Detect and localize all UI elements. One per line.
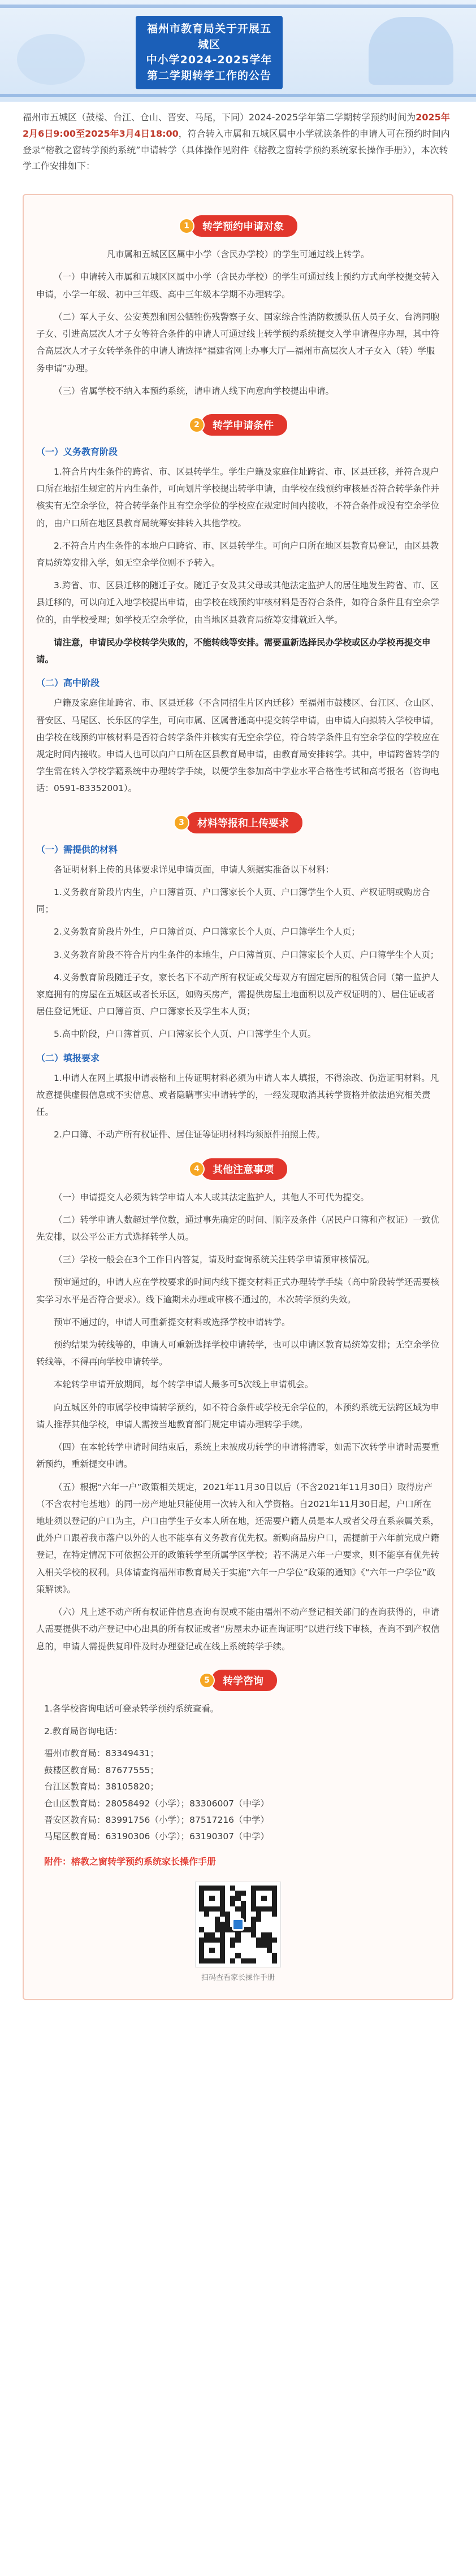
paragraph: 2.不符合片内生条件的本地户口跨省、市、区县转学生。可向户口所在地区县教育局登记，由区县教育局统筹安排入学，如无空余学位则不予转入。 bbox=[36, 540, 439, 568]
paragraph: 各证明材料上传的具体要求详见申请页面，申请人须据实准备以下材料： bbox=[54, 864, 335, 875]
title-line-3: 第二学期转学工作的公告 bbox=[146, 69, 271, 82]
list-item: 4.义务教育阶段随迁子女，家长名下不动产所有权证或父母双方有固定居所的租赁合同（第一监护人家庭拥有的房屋在五城区或者长乐区，如购买房产，需提供房屋土地面积以及产权证明的）、居住证或者居住登记凭证、户口簿首页、户口簿家长及学生本人页； bbox=[36, 972, 439, 1017]
section-number-badge: 5 bbox=[199, 1673, 215, 1688]
section-number-badge: 4 bbox=[189, 1161, 205, 1177]
sub-heading: （一）需提供的材料 bbox=[36, 844, 118, 855]
paragraph: （二）军人子女、公安英烈和因公牺牲伤残警察子女、国家综合性消防救援队伍人员子女、台湾同胞子女、引进高层次人才子女等符合条件的申请人可通过线上转学预约系统提交入学申请程序办理，其中符合高层次人才子女转学条件的申请人请选择“福建省网上办事大厅—福州市高层次人才子女入（转）学服务申请”办理。 bbox=[36, 311, 440, 373]
paragraph: 凡市属和五城区区属中小学（含民办学校）的学生可通过线上转学。 bbox=[106, 249, 370, 260]
section-title: 转学预约申请对象 bbox=[191, 215, 297, 237]
section-title: 材料等报和上传要求 bbox=[186, 812, 302, 833]
header-banner bbox=[0, 0, 476, 102]
paragraph: 本轮转学申请开放期间，每个转学申请人最多可5次线上申请机会。 bbox=[54, 1379, 314, 1390]
paragraph: （二）转学申请人数超过学位数，通过事先确定的时间、顺序及条件（居民户口簿和产权证）一致优先安排，以公平公正方式选择转学人员。 bbox=[36, 1214, 440, 1242]
list-item: 3.义务教育阶段不符合片内生条件的本地生，户口簿首页、户口簿家长个人页、户口簿学生个人页； bbox=[54, 949, 439, 960]
paragraph: 1.申请人在网上填报申请表格和上传证明材料必须为申请人本人填报，不得涂改、伪造证明材料。凡故意提供虚假信息或不实信息、或者隐瞒事实申请转学的，一经发现取消其转学资格并依法追究相关责任。 bbox=[36, 1072, 439, 1118]
phone-line: 仓山区教育局：28058492（小学）；83306007（中学） bbox=[44, 1798, 270, 1809]
page-title bbox=[136, 16, 283, 89]
qr-caption: 扫码查看家长操作手册 bbox=[201, 1973, 275, 1982]
section-header-4 bbox=[36, 1158, 440, 1180]
paragraph: 预审不通过的，申请人可重新提交材料或选择学校申请转学。 bbox=[54, 1317, 291, 1327]
section-number-badge: 2 bbox=[189, 417, 205, 433]
section-title: 其他注意事项 bbox=[201, 1158, 287, 1180]
phone-line: 鼓楼区教育局：87677555； bbox=[44, 1765, 159, 1775]
qr-logo-icon bbox=[232, 1918, 244, 1931]
banner-decoration-right bbox=[369, 17, 453, 85]
sub-heading: （二）高中阶段 bbox=[36, 677, 100, 689]
title-line-2: 中小学2024-2025学年 bbox=[146, 54, 272, 67]
sub-heading: （二）填报要求 bbox=[36, 1052, 100, 1063]
paragraph: （一）申请转入市属和五城区区属中小学（含民办学校）的学生可通过线上预约方式向学校提交转入申请，小学一年级、初中三年级、高中三年级本学期不办理转学。 bbox=[36, 272, 440, 299]
paragraph: 预约结果为转线等的，申请人可重新选择学校申请转学，也可以申请区教育局统筹安排；无空余学位转线等，不得再向学校申请转学。 bbox=[36, 1340, 440, 1367]
paragraph: 3.跨省、市、区县迁移的随迁子女。随迁子女及其父母或其他法定监护人的居住地发生跨省、市、区县迁移的，可以向迁入地学校提出申请，由学校在线预约审核材料是否符合条件，如符合条件且有空余学位的，由学校受理；如学校无空余学位，由当地区县教育局统筹安排就近入学。 bbox=[36, 580, 440, 625]
section-header-5 bbox=[36, 1670, 440, 1691]
paragraph: 2.教育局咨询电话： bbox=[44, 1726, 123, 1736]
section-title: 转学申请条件 bbox=[201, 414, 287, 436]
intro-text-1: 福州市五城区（鼓楼、台江、仓山、晋安、马尾，下同）2024-2025学年第二学期转学预约时间为 bbox=[23, 112, 416, 123]
sub-heading: （一）义务教育阶段 bbox=[36, 446, 118, 457]
phone-line: 台江区教育局：38105820； bbox=[44, 1782, 159, 1792]
banner-decoration-left bbox=[17, 34, 85, 85]
paragraph: 2.户口簿、不动产所有权证件、居住证等证明材料均须原件拍照上传。 bbox=[54, 1130, 325, 1140]
title-line-1: 福州市教育局关于开展五城区 bbox=[146, 23, 271, 51]
paragraph: （三）省属学校不纳入本预约系统，请申请人线下向意向学校提出申请。 bbox=[54, 385, 335, 396]
paragraph: （五）根据“六年一户”政策相关规定，2021年11月30日以后（不含2021年11月30日）取得房产（不含农村宅基地）的同一房产地址只能使用一次转入和入学资格。自2021年11月30日起，户口所在地址须以登记的户口为主，户口由学生子女本人所在地，还需要户籍人员是本人或者父母直系亲属关系，此外户口跟着我市落户以外的人也不能享有义务教育优先权。新购商品房户口，需提前于六年前完成户籍登记，在特定情况下可依据公开的政策转学至所属学区学校；若不满足六年一户要求，则不能享有优先转入相关学校的权利。具体请查询福州市教育局关于实施“六年一户学位”政策的通知》《“六年一户学位”政策解读》。 bbox=[36, 1482, 440, 1595]
section-title: 转学咨询 bbox=[211, 1670, 277, 1691]
intro-time: 2025年2月6日9:00至2025年3月4日18:00 bbox=[23, 112, 450, 139]
section-number-badge: 3 bbox=[174, 815, 189, 831]
section-header-1 bbox=[36, 215, 440, 237]
paragraph: 预审通过的，申请人应在学校要求的时间内线下提交材料正式办理转学手续（高中阶段转学还需要核实学习水平是否符合要求）。线下逾期未办理或审核不通过的，本次转学预约失效。 bbox=[36, 1277, 440, 1305]
notice-card bbox=[23, 194, 453, 2000]
section-number-badge: 1 bbox=[179, 218, 194, 234]
list-item: 1.义务教育阶段片内生，户口簿首页、户口簿家长个人页、户口簿学生个人页、产权证明或购房合同； bbox=[36, 887, 430, 915]
list-item: 2.义务教育阶段片外生，户口簿首页、户口簿家长个人页、户口簿学生个人页； bbox=[54, 927, 360, 937]
phone-line: 晋安区教育局：83991756（小学）；87517216（中学） bbox=[44, 1814, 270, 1825]
paragraph-emphasis: 请注意，申请民办学校转学失败的，不能转线等安排。需要重新选择民办学校或区办学校再提交申请。 bbox=[36, 637, 431, 665]
paragraph: 1.各学校咨询电话可登录转学预约系统查看。 bbox=[44, 1703, 219, 1714]
paragraph: 户籍及家庭住址跨省、市、区县迁移（不含同招生片区内迁移）至福州市鼓楼区、台江区、仓山区、晋安区、马尾区、长乐区的学生，可向市属、区属普通高中提交转学申请，由申请人向拟转入学校申请，由学校在线预约审核材料是否符合转学条件并核实有无空余学位，符合转学条件且有空余学位的学校应在规定时间内接收。申请人也可以向户口所在区县教育局申请，由教育局安排转学。其中，申请跨省转学的学生需在转入学校学籍系统中办理转学手续，以便学生参加高中学业水平合格性考试和高考报名（咨询电话：0591-83352001）。 bbox=[36, 698, 440, 794]
phone-line: 马尾区教育局：63190306（小学）；63190307（中学） bbox=[44, 1831, 270, 1842]
section-header-2 bbox=[36, 414, 440, 436]
paragraph: （一）申请提交人必须为转学申请人本人或其法定监护人，其他人不可代为提交。 bbox=[54, 1192, 370, 1202]
intro-paragraph bbox=[0, 102, 476, 180]
paragraph: （三）学校一般会在3个工作日内答复，请及时查询系统关注转学申请预审核情况。 bbox=[54, 1254, 375, 1265]
attachment-link[interactable]: 附件：榕教之窗转学预约系统家长操作手册 bbox=[44, 1856, 217, 1867]
paragraph: 1.符合片内生条件的跨省、市、区县转学生。学生户籍及家庭住址跨省、市、区县迁移，并符合现户口所在地招生规定的片内生条件，可向划片学校提出转学申请，由学校在线预约审核是否符合转学条件并核实有无空余学位，符合转学条件且有空余学位的学校应在规定时间内接收，不符合条件或没有空余学位的，由户口所在地区县教育局统筹安排转入其他学校。 bbox=[36, 466, 440, 528]
paragraph: 向五城区外的市属学校申请转学预约，如不符合条件或学校无余学位的，本预约系统无法跨区域为申请人推荐其他学校，申请人需按当地教育部门规定申请办理转学手续。 bbox=[36, 1402, 440, 1430]
paragraph: （六）凡上述不动产所有权证件信息查询有误或不能由福州不动产登记相关部门的查询获得的，申请人需要提供不动产登记中心出具的所有权证或者“房屋未办证查询证明”以进行线下审核，查询不到产权信息的，申请人需提供复印件及时办理登记或在线上系统转学手续。 bbox=[36, 1607, 440, 1652]
qr-code-image[interactable] bbox=[196, 1882, 280, 1967]
section-header-3 bbox=[36, 812, 440, 833]
list-item: 5.高中阶段，户口簿首页、户口簿家长个人页、户口簿学生个人页。 bbox=[54, 1029, 317, 1040]
intro-text-2: ，符合转入市属和五城区属中小学就读条件的申请人可在预约时间内登录“榕教之窗转学预约系统”申请转学（具体操作见附件《榕教之窗转学预约系统家长操作手册》），本次转学工作安排如下： bbox=[23, 128, 450, 172]
qr-section bbox=[36, 1882, 440, 1982]
phone-line: 福州市教育局：83349431； bbox=[44, 1748, 159, 1759]
paragraph: （四）在本轮转学申请时间结束后，系统上未被成功转学的申请将清零，如需下次转学申请时需要重新预约，重新提交申请。 bbox=[36, 1442, 440, 1470]
